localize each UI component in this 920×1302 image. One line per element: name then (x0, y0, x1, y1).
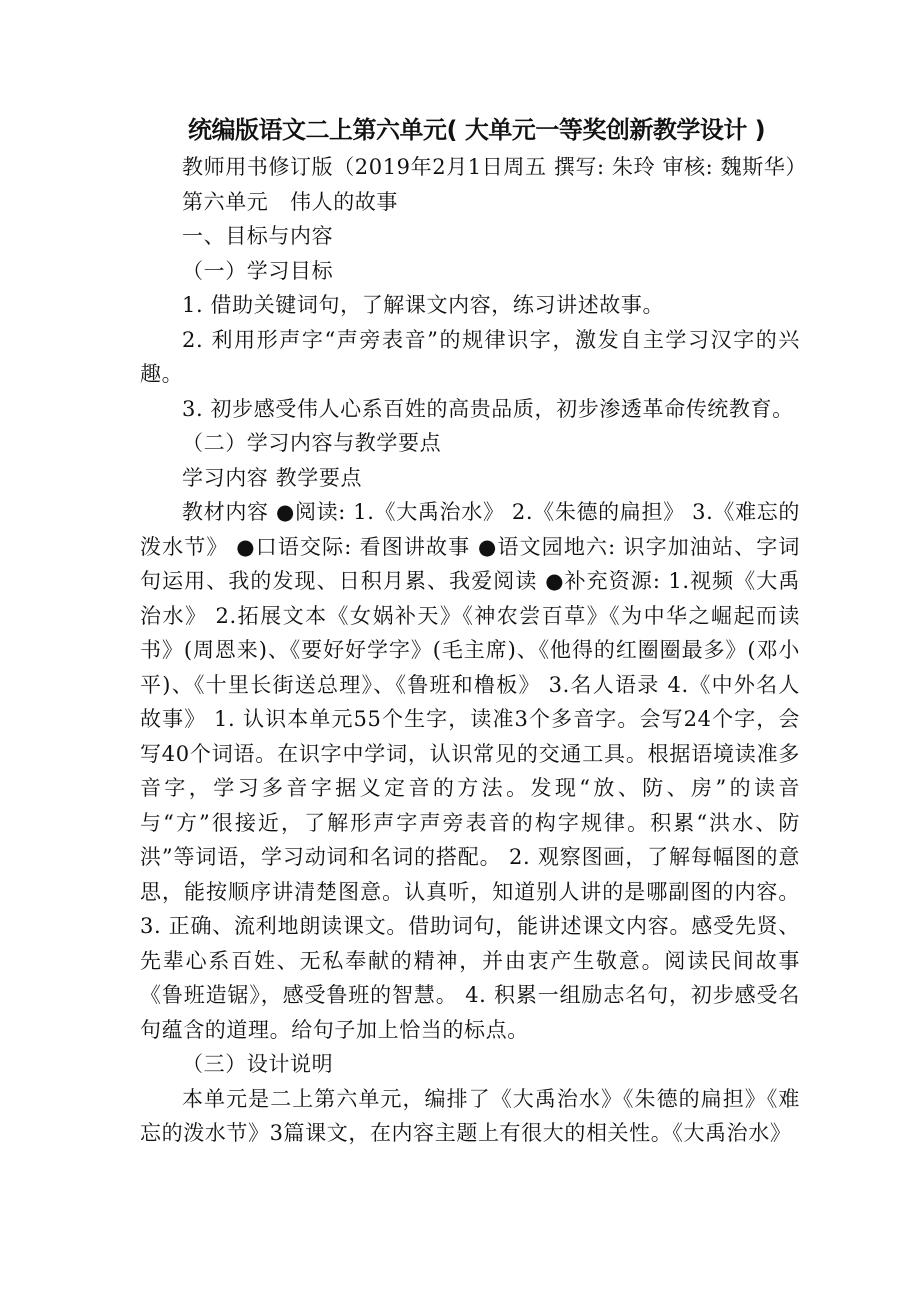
subheading-content-points: （二）学习内容与教学要点 (182, 431, 442, 455)
content-paragraph: 教材内容 ●阅读: 1.《大禹治水》 2.《朱德的扁担》 3.《难忘的泼水节》 ●口语交际: 看图讲故事 ●语文园地六: 识字加油站、字词句运用、我的发现、日积月累、我爱阅读 ●补充资源: 1.视频《大禹治水》 2.拓展文本《女娲补天》《神农尝百草》《为中华之崛起而读书》(周恩来)、《要好好学字》(毛主席)、《他得的红圈圈最多》(邓小平)、《十里长街送总理》、《鲁班和橹板》 3.名人语录 4.《中外名人故事》 1. 认识本单元55个生字，读准3个多音字。会写24个字，会写40个词语。在识字中学词，认识常见的交通工具。根据语境读准多音字，学习多音字据义定音的方法。发现“放、防、房”的读音与“方”很接近，了解形声字声旁表音的构字规律。积累“洪水、防洪”等词语，学习动词和名词的搭配。 2. 观察图画，了解每幅图的意思，能按顺序讲清楚图意。认真听，知道别人讲的是哪副图的内容。 3. 正确、流利地朗读课文。借助词句，能讲述课文内容。感受先贤、先辈心系百姓、无私奉献的精神，并由衷产生敬意。阅读民间故事《鲁班造锯》，感受鲁班的智慧。 4. 积累一组励志名句，初步感受名句蕴含的道理。给句子加上恰当的标点。 (140, 500, 800, 1042)
subheading-design-notes: （三）设计说明 (182, 1052, 334, 1076)
section-heading-goals-content: 一、目标与内容 (182, 224, 334, 248)
goal-item: 2. 利用形声字“声旁表音”的规律识字，激发自主学习汉字的兴趣。 (140, 327, 800, 386)
byline: 教师用书修订版（2019年2月1日周五 撰写: 朱玲 审核: 魏斯华） (182, 155, 808, 179)
table-header-text: 学习内容 教学要点 (182, 465, 363, 490)
goal-item: 1. 借助关键词句，了解课文内容，练习讲述故事。 (182, 293, 665, 317)
unit-heading: 第六单元 伟人的故事 (182, 189, 398, 214)
goal-item: 3. 初步感受伟人心系百姓的高贵品质，初步渗透革命传统教育。 (182, 396, 794, 421)
design-note-paragraph: 本单元是二上第六单元，编排了《大禹治水》《朱德的扁担》《难忘的泼水节》3篇课文，在内容主题上有很大的相关性。《大禹治水》 (140, 1086, 800, 1145)
subheading-learning-goals: （一）学习目标 (182, 258, 334, 283)
document-title: 统编版语文二上第六单元( 大单元一等奖创新教学设计 ) (188, 116, 766, 144)
document-page (140, 112, 808, 1151)
